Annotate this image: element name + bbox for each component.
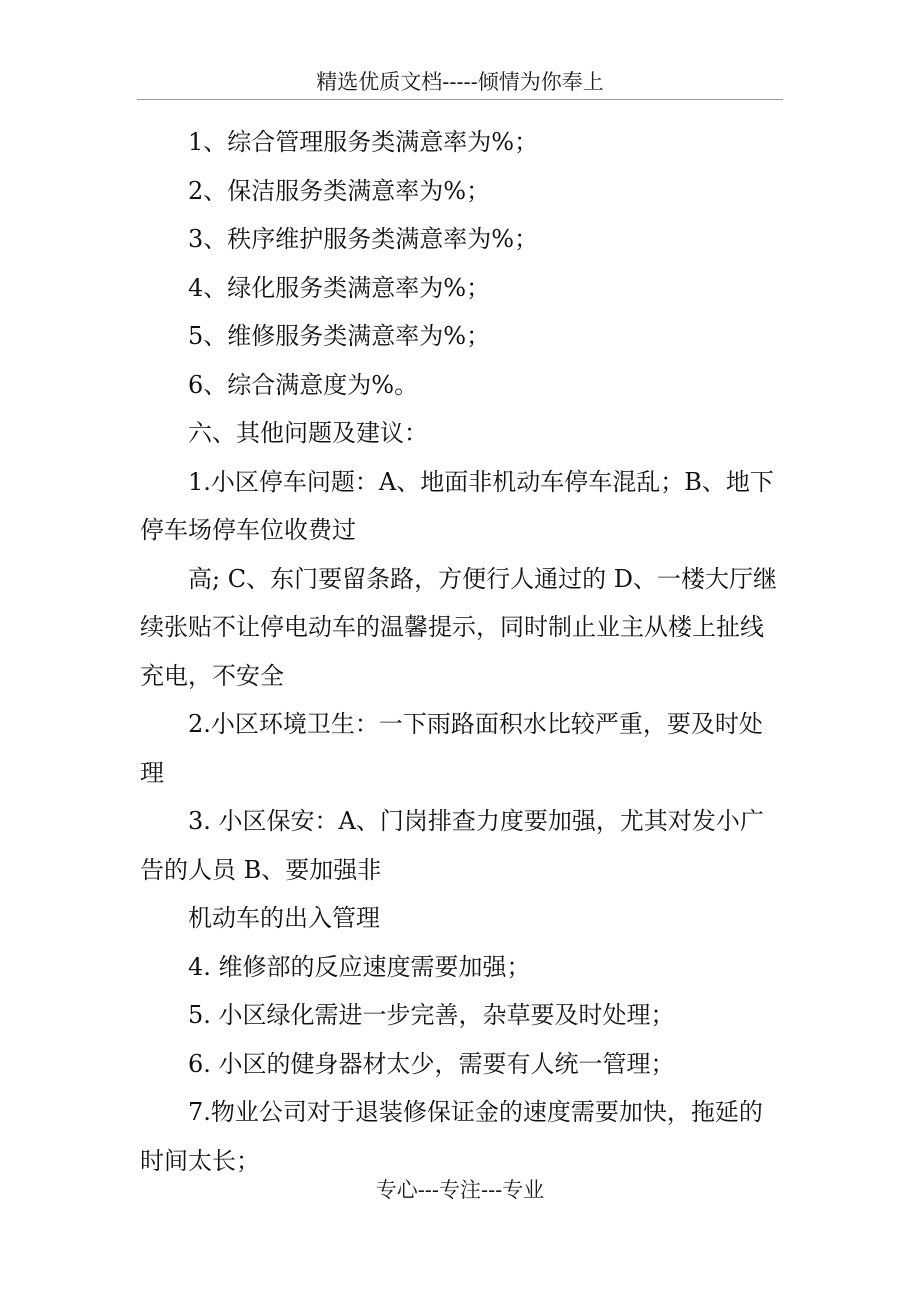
issue-2-line-2: 理	[140, 758, 164, 787]
issue-6: 6. 小区的健身器材太少，需要有人统一管理；	[188, 1049, 675, 1078]
issue-1-line-5: 充电，不安全	[140, 661, 284, 690]
section-heading-6: 六、其他问题及建议：	[188, 419, 428, 447]
document-body	[140, 118, 782, 1185]
satisfaction-item-5: 5、维修服务类满意率为%；	[188, 322, 491, 350]
issue-1-line-2: 停车场停车位收费过	[140, 516, 356, 544]
issue-3-line-2: 告的人员 B、要加强非	[140, 855, 382, 884]
satisfaction-item-4: 4、绿化服务类满意率为%；	[188, 273, 491, 302]
page-header: 精选优质文档-----倾情为你奉上	[316, 70, 604, 94]
issue-5: 5. 小区绿化需进一步完善，杂草要及时处理；	[188, 1001, 675, 1029]
satisfaction-item-2: 2、保洁服务类满意率为%；	[188, 176, 491, 205]
issue-1-line-1: 1.小区停车问题：A、地面非机动车停车混乱；B、地下	[188, 467, 774, 496]
issue-1-line-3: 高; C、东门要留条路，方便行人通过的 D、一楼大厅继	[188, 564, 777, 593]
issue-2-line-1: 2.小区环境卫生：一下雨路面积水比较严重，要及时处	[188, 710, 763, 738]
issue-1-line-4: 续张贴不让停电动车的温馨提示，同时制止业主从楼上扯线	[140, 613, 764, 641]
issue-7-line-2: 时间太长；	[140, 1146, 260, 1175]
satisfaction-item-6: 6、综合满意度为%。	[188, 370, 419, 399]
satisfaction-item-1: 1、综合管理服务类满意率为%；	[188, 128, 539, 156]
issue-7-line-1: 7.物业公司对于退装修保证金的速度需要加快，拖延的	[188, 1098, 763, 1126]
header-divider	[137, 99, 783, 100]
issue-4: 4. 维修部的反应速度需要加强；	[188, 952, 531, 981]
satisfaction-item-3: 3、秩序维护服务类满意率为%；	[188, 225, 539, 253]
issue-3-line-1: 3. 小区保安：A、门岗排查力度要加强，尤其对发小广	[188, 807, 764, 835]
page-footer: 专心---专注---专业	[375, 1178, 545, 1202]
issue-3-line-3: 机动车的出入管理	[188, 904, 380, 932]
